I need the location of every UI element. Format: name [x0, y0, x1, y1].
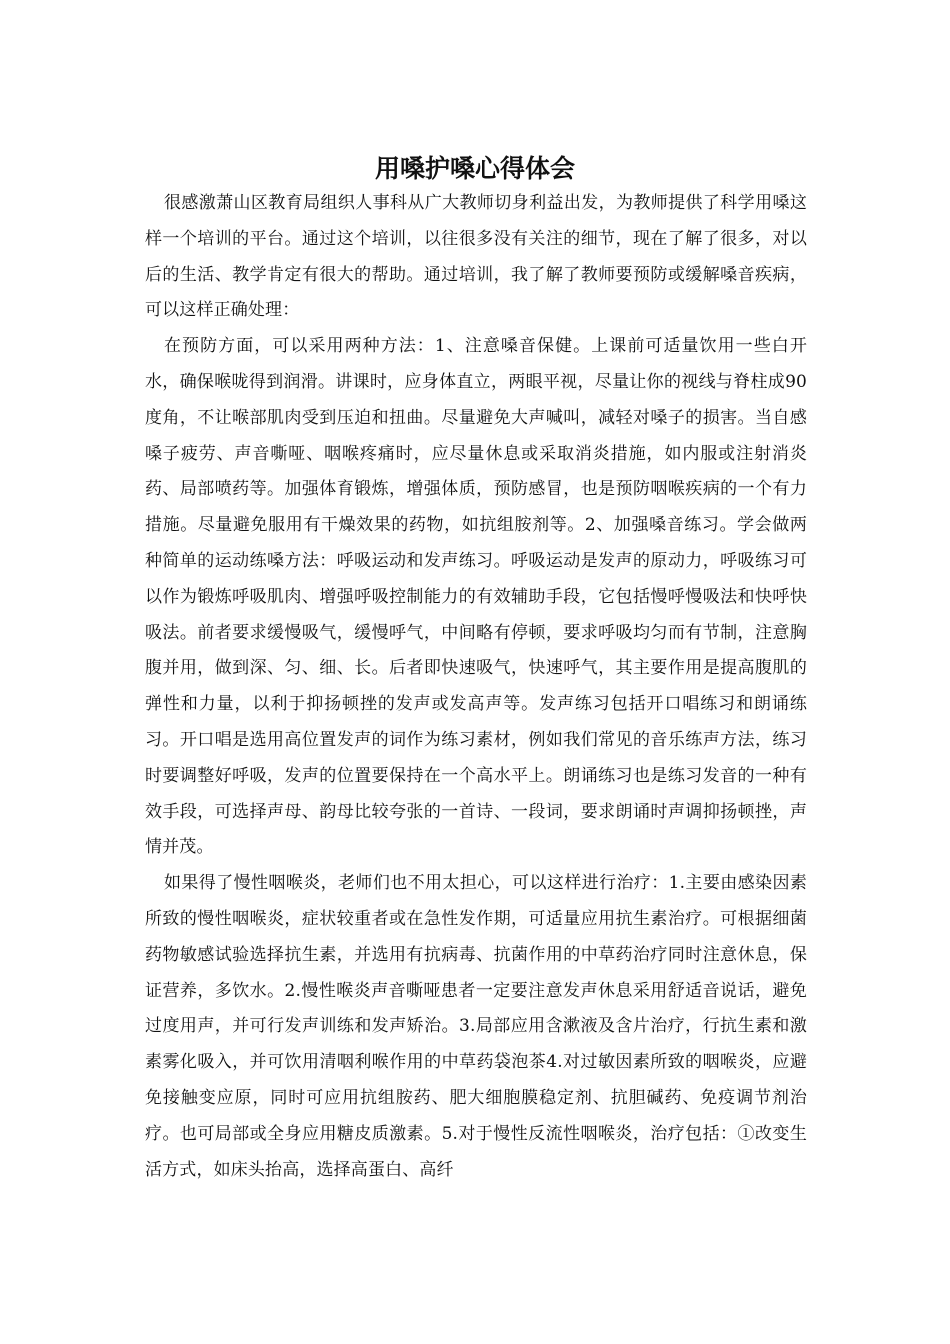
page-title: 用嗓护嗓心得体会 [374, 153, 575, 183]
paragraph-prevention: 在预防方面，可以采用两种方法：1、注意嗓音保健。上课前可适量饮用一些白开水，确保喉咙得到润滑。讲课时，应身体直立，两眼平视，尽量让你的视线与脊柱成90度角，不让喉部肌肉受到压迫和扭曲。尽量避免大声喊叫，减轻对嗓子的损害。当自感嗓子疲劳、声音嘶哑、咽喉疼痛时，应尽量休息或采取消炎措施，如内服或注射消炎药、局部喷药等。加强体育锻炼，增强体质，预防感冒，也是预防咽喉疾病的一个有力措施。尽量避免服用有干燥效果的药物，如抗组胺剂等。2、加强嗓音练习。学会做两种简单的运动练嗓方法：呼吸运动和发声练习。呼吸运动是发声的原动力，呼吸练习可以作为锻炼呼吸肌肉、增强呼吸控制能力的有效辅助手段，它包括慢呼慢吸法和快呼快吸法。前者要求缓慢吸气，缓慢呼气，中间略有停顿，要求呼吸均匀而有节制，注意胸腹并用，做到深、匀、细、长。后者即快速吸气，快速呼气，其主要作用是提高腹肌的弹性和力量，以利于抑扬顿挫的发声或发高声等。发声练习包括开口唱练习和朗诵练习。开口唱是选用高位置发声的词作为练习素材，例如我们常见的音乐练声方法，练习时要调整好呼吸，发声的位置要保持在一个高水平上。朗诵练习也是练习发音的一种有效手段，可选择声母、韵母比较夸张的一首诗、一段词，要求朗诵时声调抑扬顿挫，声情并茂。 [145, 336, 807, 858]
paragraph-intro: 很感激萧山区教育局组织人事科从广大教师切身利益出发，为教师提供了科学用嗓这样一个培训的平台。通过这个培训，以往很多没有关注的细节，现在了解了很多，对以后的生活、教学肯定有很大的帮助。通过培训，我了解了教师要预防或缓解嗓音疾病，可以这样正确处理： [145, 193, 807, 321]
paragraph-treatment: 如果得了慢性咽喉炎，老师们也不用太担心，可以这样进行治疗：1.主要由感染因素所致的慢性咽喉炎，症状较重者或在急性发作期，可适量应用抗生素治疗。可根据细菌药物敏感试验选择抗生素，并选用有抗病毒、抗菌作用的中草药治疗同时注意休息，保证营养，多饮水。2.慢性喉炎声音嘶哑患者一定要注意发声休息采用舒适音说话，避免过度用声，并可行发声训练和发声矫治。3.局部应用含漱液及含片治疗，行抗生素和激素雾化吸入，并可饮用清咽利喉作用的中草药袋泡茶4.对过敏因素所致的咽喉炎，应避免接触变应原，同时可应用抗组胺药、肥大细胞膜稳定剂、抗胆碱药、免疫调节剂治疗。也可局部或全身应用糖皮质激素。5.对于慢性反流性咽喉炎，治疗包括：①改变生活方式，如床头抬高，选择高蛋白、高纤 [145, 873, 807, 1180]
document-body [145, 186, 807, 1188]
